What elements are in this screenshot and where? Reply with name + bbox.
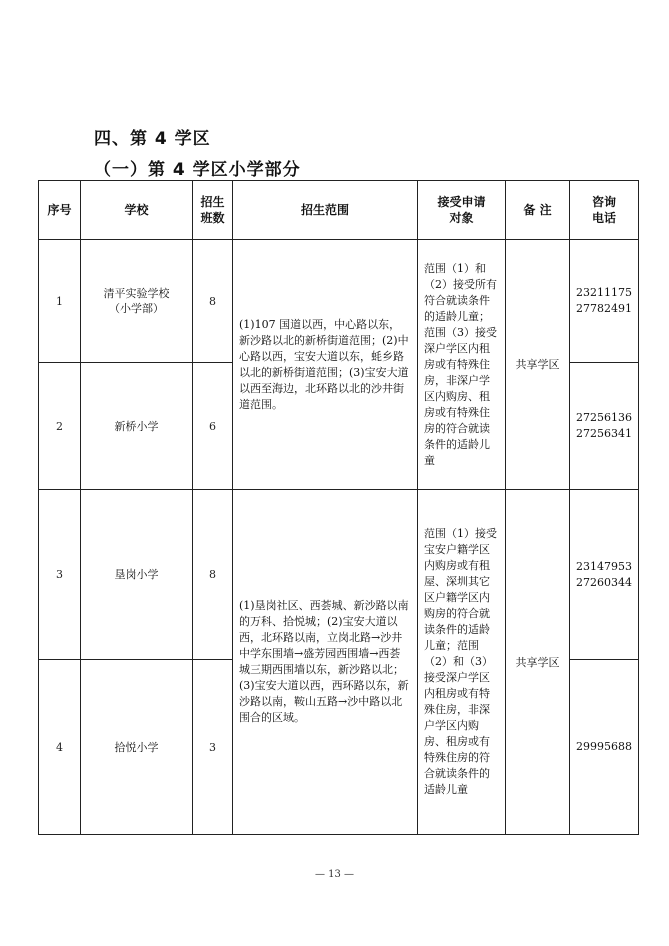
table-row bbox=[39, 490, 639, 660]
group1-range: (1)107 国道以西，中心路以东，新沙路以北的新桥街道范围；(2)中心路以西，宝安大道以东，蚝乡路以北的新桥街道范围；(3)宝安大道以西至海边，北环路以北的沙井街道范围。 bbox=[233, 240, 418, 490]
section-heading: 四、第 4 学区 bbox=[94, 129, 211, 149]
group2-range: (1)垦岗社区、西荟城、新沙路以南的万科、拾悦城；(2)宝安大道以西，北环路以南，立岗北路→沙井中学东围墙→盛芳园西围墙→西荟城三期西围墙以东，新沙路以北；(3)宝安大道以西，西环路以东，新沙路以南，鞍山五路→沙中路以北围合的区域。 bbox=[233, 490, 418, 835]
phone-2: 27260344 bbox=[576, 575, 632, 589]
row-school bbox=[81, 660, 193, 835]
phone-1: 29995688 bbox=[576, 740, 632, 753]
row-classes: 8 bbox=[193, 240, 233, 363]
header-eligible-line2: 对象 bbox=[449, 211, 474, 225]
row-phone bbox=[570, 490, 639, 660]
table-row bbox=[39, 240, 639, 363]
phone-2: 27782491 bbox=[576, 302, 632, 315]
row-classes: 8 bbox=[193, 490, 233, 660]
header-range: 招生范围 bbox=[233, 181, 418, 240]
row-phone bbox=[570, 363, 639, 490]
row-phone bbox=[570, 660, 639, 835]
group2-remark: 共享学区 bbox=[506, 490, 570, 835]
phone-1: 23147953 bbox=[576, 559, 632, 573]
header-phone bbox=[570, 181, 639, 240]
enrollment-table bbox=[38, 180, 639, 835]
header-classes-line2: 班数 bbox=[200, 211, 225, 225]
row-school bbox=[81, 363, 193, 490]
school-name: 新桥小学 bbox=[114, 419, 159, 433]
header-classes bbox=[193, 181, 233, 240]
row-school bbox=[81, 490, 193, 660]
subsection-heading: （一）第 4 学区小学部分 bbox=[94, 160, 301, 180]
row-no: 1 bbox=[39, 240, 81, 363]
school-name: 垦岗小学 bbox=[114, 568, 159, 581]
header-phone-line1: 咨询 bbox=[591, 195, 616, 209]
header-no: 序号 bbox=[39, 181, 81, 240]
row-classes: 3 bbox=[193, 660, 233, 835]
header-eligible bbox=[418, 181, 506, 240]
phone-1: 23211175 bbox=[576, 286, 632, 299]
row-school bbox=[81, 240, 193, 363]
school-name-sub: （小学部） bbox=[109, 302, 164, 315]
row-no: 4 bbox=[39, 660, 81, 835]
header-remark: 备 注 bbox=[506, 181, 570, 240]
header-phone-line2: 电话 bbox=[591, 211, 616, 225]
row-no: 3 bbox=[39, 490, 81, 660]
header-school: 学校 bbox=[81, 181, 193, 240]
header-eligible-line1: 接受申请 bbox=[437, 195, 486, 209]
header-classes-line1: 招生 bbox=[200, 195, 225, 209]
phone-2: 27256341 bbox=[576, 427, 632, 440]
row-phone bbox=[570, 240, 639, 363]
group1-remark: 共享学区 bbox=[506, 240, 570, 490]
row-no: 2 bbox=[39, 363, 81, 490]
row-classes: 6 bbox=[193, 363, 233, 490]
group2-eligible: 范围（1）接受宝安户籍学区内购房或有租屋、深圳其它区户籍学区内购房的符合就读条件的适龄儿童；范围（2）和（3）接受深户学区内租房或有特殊住房，非深户学区内购房、租房或有特殊住房的符合就读条件的适龄儿童 bbox=[418, 490, 506, 835]
table-header-row bbox=[39, 181, 639, 240]
page-number: — 13 — bbox=[314, 869, 355, 880]
school-name: 清平实验学校 bbox=[103, 287, 170, 300]
school-name: 拾悦小学 bbox=[114, 740, 159, 754]
phone-1: 27256136 bbox=[576, 411, 632, 424]
group1-eligible: 范围（1）和（2）接受所有符合就读条件的适龄儿童；范围（3）接受深户学区内租房或有特殊住房，非深户学区内购房、租房或有特殊住房的符合就读条件的适龄儿童 bbox=[418, 240, 506, 490]
